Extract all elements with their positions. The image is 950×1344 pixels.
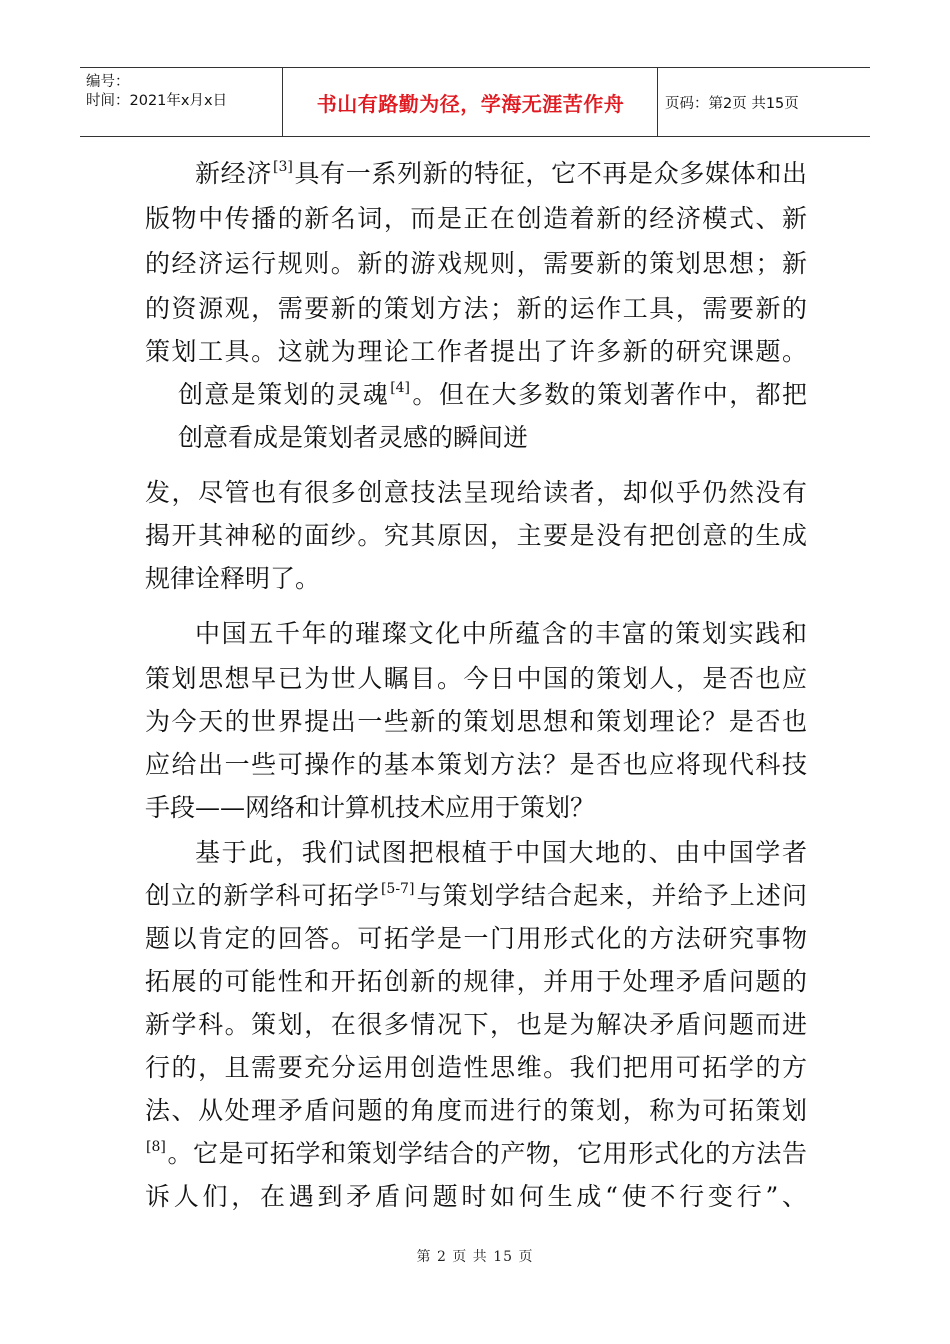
- text-line: 法、从处理矛盾问题的角度而进行的策划，称为可拓策划: [145, 1096, 807, 1125]
- text-span: 具有一系列新的特征，它不再是众多媒体和出: [293, 159, 807, 188]
- text-line: 策划思想早已为世人瞩目。今日中国的策划人，是否也应: [145, 664, 807, 693]
- text-line: 题以肯定的回答。可拓学是一门用形式化的方法研究事物: [145, 924, 807, 953]
- citation: [8]: [146, 1139, 166, 1155]
- text-line: 揭开其神秘的面纱。究其原因，主要是没有把创意的生成: [145, 521, 807, 550]
- text-line: [178, 375, 807, 415]
- text-span: 。但在大多数的策划著作中，都把: [411, 380, 807, 409]
- text-line: [145, 876, 807, 916]
- text-line: 版物中传播的新名词，而是正在创造着新的经济模式、新: [145, 204, 807, 233]
- text-line: 手段——网络和计算机技术应用于策划？: [145, 793, 596, 822]
- text-line: 基于此，我们试图把根植于中国大地的、由中国学者: [195, 838, 807, 867]
- number-label: 编号：: [86, 74, 130, 90]
- text-line: 为今天的世界提出一些新的策划思想和策划理论？是否也: [145, 707, 807, 736]
- text-span: 创意是策划的灵魂: [178, 380, 390, 409]
- text-span: 创立的新学科可拓学: [145, 881, 380, 910]
- citation: [4]: [390, 380, 411, 396]
- header-divider: [282, 68, 283, 136]
- header-page-info: 页码：第2页 共15页: [665, 95, 799, 112]
- text-line: 规律诠释明了。: [145, 564, 321, 593]
- header-divider: [657, 68, 658, 136]
- text-line: 发，尽管也有很多创意技法呈现给读者，却似乎仍然没有: [145, 478, 807, 507]
- text-span: 新经济: [195, 159, 272, 188]
- text-line: 创意看成是策划者灵感的瞬间迸: [178, 423, 529, 452]
- text-line: 拓展的可能性和开拓创新的规律，并用于处理矛盾问题的: [145, 967, 807, 996]
- text-line: 行的，且需要充分运用创造性思维。我们把用可拓学的方: [145, 1053, 807, 1082]
- text-line: 中国五千年的璀璨文化中所蕴含的丰富的策划实践和: [195, 619, 807, 648]
- text-line: [195, 154, 807, 194]
- text-line: 新学科。策划，在很多情况下，也是为解决矛盾问题而进: [145, 1010, 807, 1039]
- header-motto: 书山有路勤为径，学海无涯苦作舟: [316, 91, 625, 116]
- text-line: 诉人们，在遇到矛盾问题时如何生成“使不行变行”、: [145, 1182, 807, 1211]
- text-line: 的资源观，需要新的策划方法；新的运作工具，需要新的: [145, 294, 807, 323]
- page-footer: 第 2 页 共 15 页: [416, 1249, 534, 1265]
- text-span: 。它是可拓学和策划学结合的产物，它用形式化的方法告: [166, 1139, 807, 1168]
- text-line: 策划工具。这就为理论工作者提出了许多新的研究课题。: [145, 337, 807, 366]
- text-line: [145, 1134, 807, 1174]
- citation: [5-7]: [380, 881, 415, 897]
- text-line: 的经济运行规则。新的游戏规则，需要新的策划思想；新: [145, 249, 807, 278]
- header-meta: [80, 68, 282, 136]
- citation: [3]: [272, 159, 293, 175]
- time-label: 时间：2021年x月x日: [86, 93, 228, 109]
- page-header: [80, 67, 870, 137]
- text-line: 应给出一些可操作的基本策划方法？是否也应将现代科技: [145, 750, 807, 779]
- text-span: 与策划学结合起来，并给予上述问: [415, 881, 807, 910]
